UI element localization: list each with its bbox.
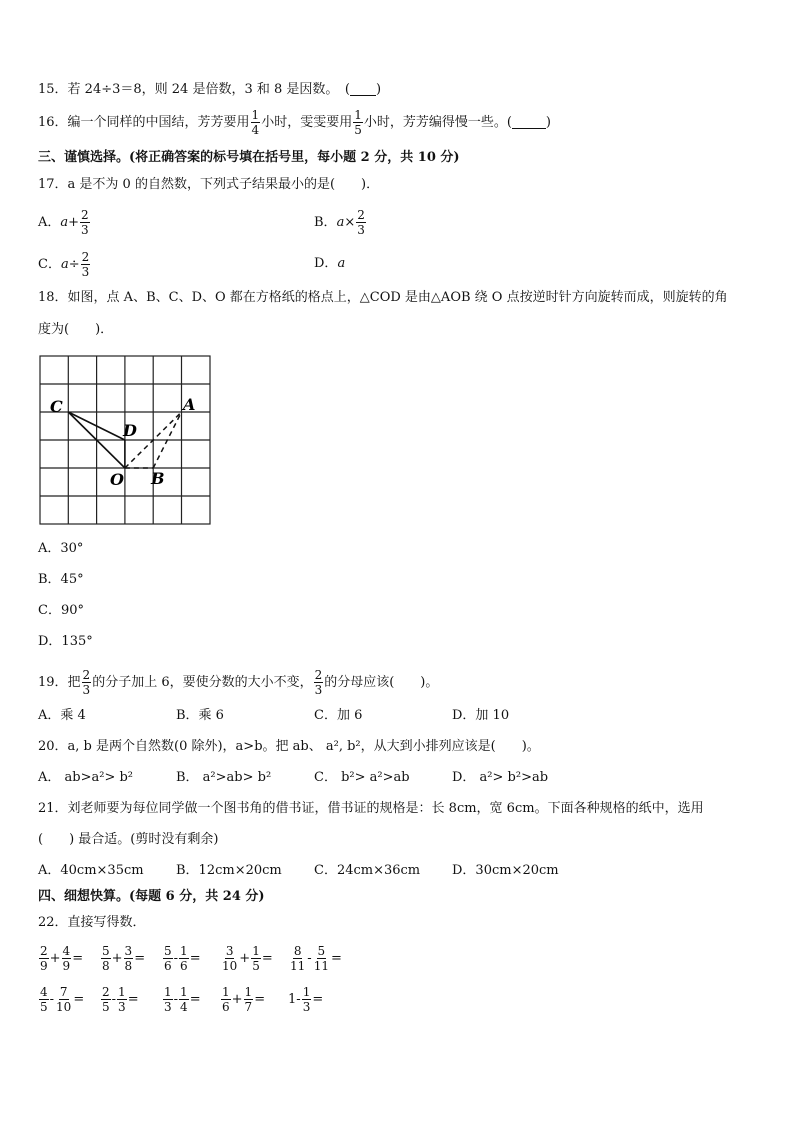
equals-sign: = xyxy=(254,992,266,1007)
q20-option-c[interactable]: C． b²> a²>ab xyxy=(314,770,410,785)
q17-option-d[interactable]: D．a xyxy=(314,256,346,271)
fraction: $\frac{1}{6}$ xyxy=(222,985,230,1014)
whole-number: 1 xyxy=(288,992,297,1007)
question-17-stem: 17．a 是不为 0 的自然数，下列式子结果最小的是( )． xyxy=(38,177,380,192)
question-16: 16．编一个同样的中国结，芳芳要用 $\frac{1}{4}$ 小时，雯雯要用 $\frac{1}{5}$ 小时，芳芳编得慢一些。( ) xyxy=(38,108,551,137)
equals-sign: = xyxy=(330,951,342,966)
q21-option-a[interactable]: A．40cm×35cm xyxy=(38,863,144,878)
answer-blank-16[interactable] xyxy=(512,116,546,129)
fraction: $\frac{1}{4}$ xyxy=(251,108,260,137)
question-21-stem-1: 21．刘老师要为每位同学做一个图书角的借书证，借书证的规格是：长 8cm，宽 6cm。下面各种规格的纸中，选用 xyxy=(38,801,704,816)
calc-item[interactable] xyxy=(220,985,265,1014)
calc-item[interactable] xyxy=(288,944,342,973)
fraction: $\frac{1}{5}$ xyxy=(354,108,362,137)
fraction: $\frac{4}{5}$ xyxy=(40,985,48,1014)
question-19-stem: 19．把 $\frac{2}{3}$ 的分子加上 6，要使分数的大小不变， $\frac{2}{3}$ 的分母应该( )。 xyxy=(38,668,439,697)
operator: - xyxy=(173,992,179,1007)
operator: - xyxy=(173,951,179,966)
fraction: $\frac{1}{7}$ xyxy=(244,985,253,1014)
fraction: $\frac{5}{8}$ xyxy=(102,944,110,973)
question-15: 15．若 24÷3＝8，则 24 是倍数，3 和 8 是因数。 ( ) xyxy=(38,82,382,97)
operator: - xyxy=(49,992,55,1007)
operator: + xyxy=(49,951,61,966)
q18-option-a[interactable]: A．30° xyxy=(38,541,84,556)
rotation-grid-figure xyxy=(38,354,214,528)
operator: - xyxy=(296,992,301,1007)
fraction: $\frac{2}{9}$ xyxy=(40,944,48,973)
equals-sign: = xyxy=(73,992,85,1007)
q21-option-d[interactable]: D．30cm×20cm xyxy=(452,863,559,878)
fraction: $\frac{5}{11}$ xyxy=(313,944,329,973)
label-c: C xyxy=(50,397,63,416)
fraction: $\frac{2}{5}$ xyxy=(102,985,110,1014)
fraction: $\frac{3}{8}$ xyxy=(124,944,133,973)
fraction: $\frac{3}{10}$ xyxy=(222,944,238,973)
q17-option-c[interactable]: C．a÷ $\frac{2}{3}$ xyxy=(38,250,90,279)
operator: - xyxy=(307,951,312,966)
fraction: $\frac{5}{6}$ xyxy=(164,944,172,973)
equals-sign: = xyxy=(312,992,324,1007)
question-20-stem: 20．a, b 是两个自然数(0 除外)，a>b。把 ab、 a², b²，从大到小排列应该是( )。 xyxy=(38,739,540,754)
operator: - xyxy=(111,992,117,1007)
calc-item[interactable] xyxy=(288,985,323,1014)
question-18-stem-2: 度为( )． xyxy=(38,322,114,337)
q20-option-b[interactable]: B． a²>ab> b² xyxy=(176,770,272,785)
fraction: $\frac{8}{11}$ xyxy=(290,944,306,973)
q19-option-b[interactable]: B．乘 6 xyxy=(176,708,224,723)
equals-sign: = xyxy=(189,951,201,966)
section-4-heading: 四、细想快算。(每题 6 分，共 24 分) xyxy=(38,889,265,904)
q21-option-b[interactable]: B．12cm×20cm xyxy=(176,863,282,878)
fraction: $\frac{1}{3}$ xyxy=(118,985,126,1014)
calc-item[interactable] xyxy=(38,985,84,1014)
q19-option-d[interactable]: D．加 10 xyxy=(452,708,510,723)
calc-item[interactable] xyxy=(38,944,83,973)
q20-option-a[interactable]: A． ab>a²> b² xyxy=(38,770,134,785)
operator: + xyxy=(231,992,243,1007)
answer-blank-15[interactable] xyxy=(350,83,376,96)
q18-option-d[interactable]: D．135° xyxy=(38,634,93,649)
equals-sign: = xyxy=(72,951,84,966)
calc-item[interactable] xyxy=(162,944,201,973)
equals-sign: = xyxy=(127,992,139,1007)
calc-item[interactable] xyxy=(100,944,145,973)
q20-option-d[interactable]: D． a²> b²>ab xyxy=(452,770,549,785)
fraction: $\frac{7}{10}$ xyxy=(56,985,72,1014)
fraction: $\frac{4}{9}$ xyxy=(62,944,71,973)
equals-sign: = xyxy=(189,992,201,1007)
question-21-stem-2: ( ) 最合适。(剪时没有剩余) xyxy=(38,832,219,847)
calc-item[interactable] xyxy=(100,985,139,1014)
question-18-stem-1: 18．如图，点 A、B、C、D、O 都在方格纸的格点上，△COD 是由△AOB 绕 O 点按逆时针方向旋转而成，则旋转的角 xyxy=(38,290,728,305)
operator: + xyxy=(111,951,123,966)
label-b: B xyxy=(151,469,165,488)
fraction: $\frac{1}{4}$ xyxy=(180,985,188,1014)
fraction: $\frac{1}{3}$ xyxy=(164,985,172,1014)
fraction: $\frac{1}{5}$ xyxy=(252,944,260,973)
q17-option-b[interactable]: B．a× $\frac{2}{3}$ xyxy=(314,208,365,237)
q19-option-a[interactable]: A．乘 4 xyxy=(38,708,86,723)
equals-sign: = xyxy=(134,951,146,966)
label-a: A xyxy=(183,395,196,414)
q18-option-c[interactable]: C．90° xyxy=(38,603,84,618)
q21-option-c[interactable]: C．24cm×36cm xyxy=(314,863,421,878)
equals-sign: = xyxy=(261,951,273,966)
fraction: $\frac{1}{6}$ xyxy=(180,944,188,973)
q18-option-b[interactable]: B．45° xyxy=(38,572,84,587)
label-o: O xyxy=(110,470,124,489)
q19-option-c[interactable]: C．加 6 xyxy=(314,708,363,723)
operator: + xyxy=(239,951,251,966)
q17-option-a[interactable]: A．a+ $\frac{2}{3}$ xyxy=(38,208,89,237)
calc-item[interactable] xyxy=(162,985,201,1014)
question-22-stem: 22．直接写得数． xyxy=(38,915,146,930)
section-3-heading: 三、谨慎选择。(将正确答案的标号填在括号里，每小题 2 分，共 10 分) xyxy=(38,150,460,165)
calc-item[interactable] xyxy=(220,944,273,973)
fraction: $\frac{1}{3}$ xyxy=(302,985,311,1014)
label-d: D xyxy=(123,421,137,440)
q15-text: 15．若 24÷3＝8，则 24 是倍数，3 和 8 是因数。 ( xyxy=(38,82,350,97)
